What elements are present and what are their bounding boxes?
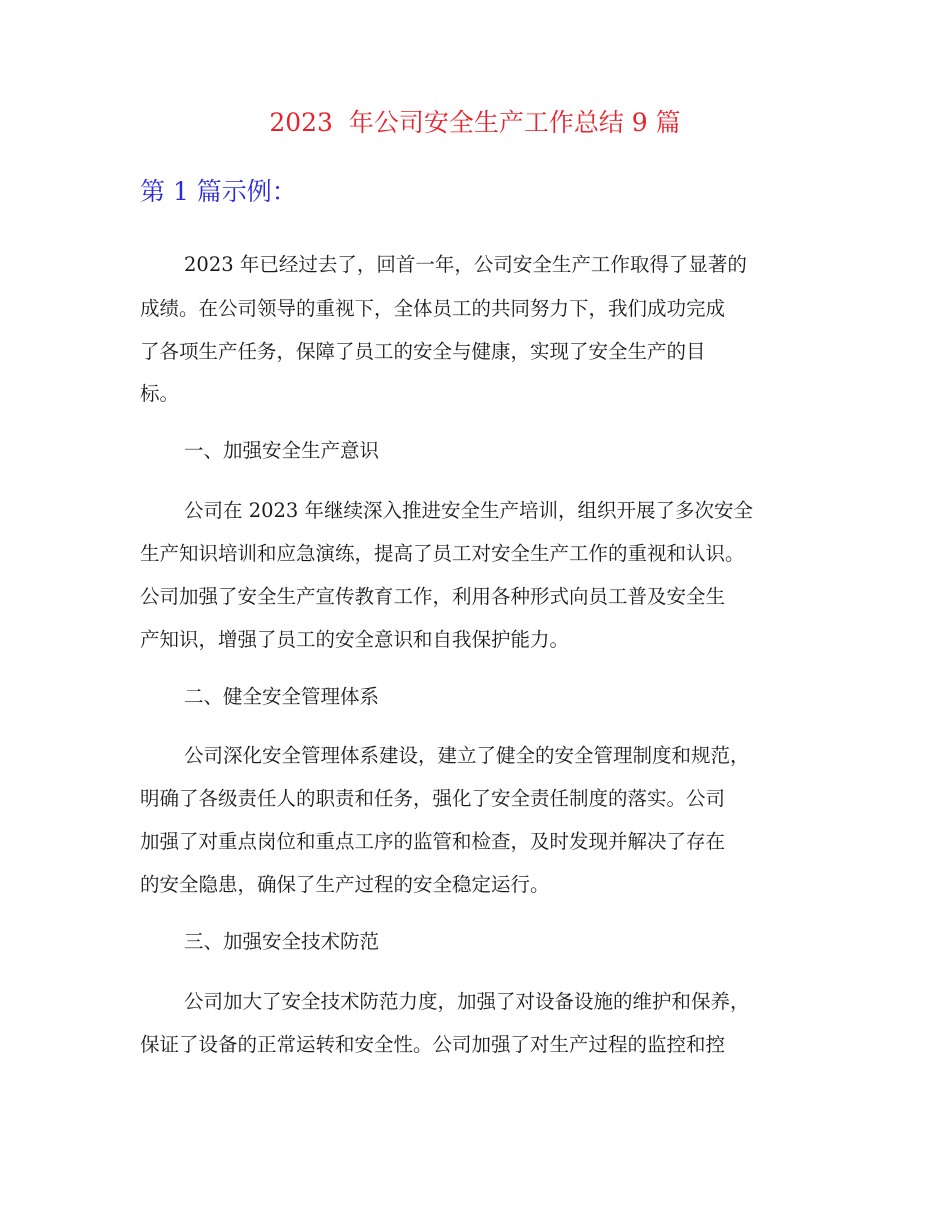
subsection-heading: 二、健全安全管理体系 (184, 685, 380, 708)
paragraph-line: 成绩。在公司领导的重视下，全体员工的共同努力下，我们成功完成 (140, 297, 726, 320)
subsection-heading: 一、加强安全生产意识 (184, 439, 380, 462)
paragraph-line: 公司深化安全管理体系建设，建立了健全的安全管理制度和规范， (184, 744, 750, 767)
section-heading: 第 1 篇示例： (140, 177, 297, 206)
paragraph-line: 明确了各级责任人的职责和任务，强化了安全责任制度的落实。公司 (140, 787, 726, 810)
paragraph-line: 了各项生产任务，保障了员工的安全与健康，实现了安全生产的目 (140, 340, 706, 363)
paragraph-line: 标。 (140, 382, 180, 405)
paragraph-line: 保证了设备的正常运转和安全性。公司加强了对生产过程的监控和控 (140, 1033, 726, 1056)
paragraph-line: 加强了对重点岗位和重点工序的监管和检查，及时发现并解决了存在 (140, 830, 726, 853)
paragraph-line: 2023 年已经过去了，回首一年，公司安全生产工作取得了显著的 (184, 253, 747, 276)
paragraph-line: 的安全隐患，确保了生产过程的安全稳定运行。 (140, 873, 550, 896)
subsection-heading: 三、加强安全技术防范 (184, 930, 380, 953)
paragraph-line: 公司加大了安全技术防范力度，加强了对设备设施的维护和保养， (184, 990, 750, 1013)
paragraph-line: 生产知识培训和应急演练，提高了员工对安全生产工作的重视和认识。 (140, 542, 745, 565)
paragraph-line: 产知识，增强了员工的安全意识和自我保护能力。 (140, 628, 570, 651)
document-title: 2023 年公司安全生产工作总结 9 篇 (269, 108, 681, 137)
paragraph-line: 公司加强了安全生产宣传教育工作，利用各种形式向员工普及安全生 (140, 585, 726, 608)
paragraph-line: 公司在 2023 年继续深入推进安全生产培训，组织开展了多次安全 (184, 499, 754, 522)
